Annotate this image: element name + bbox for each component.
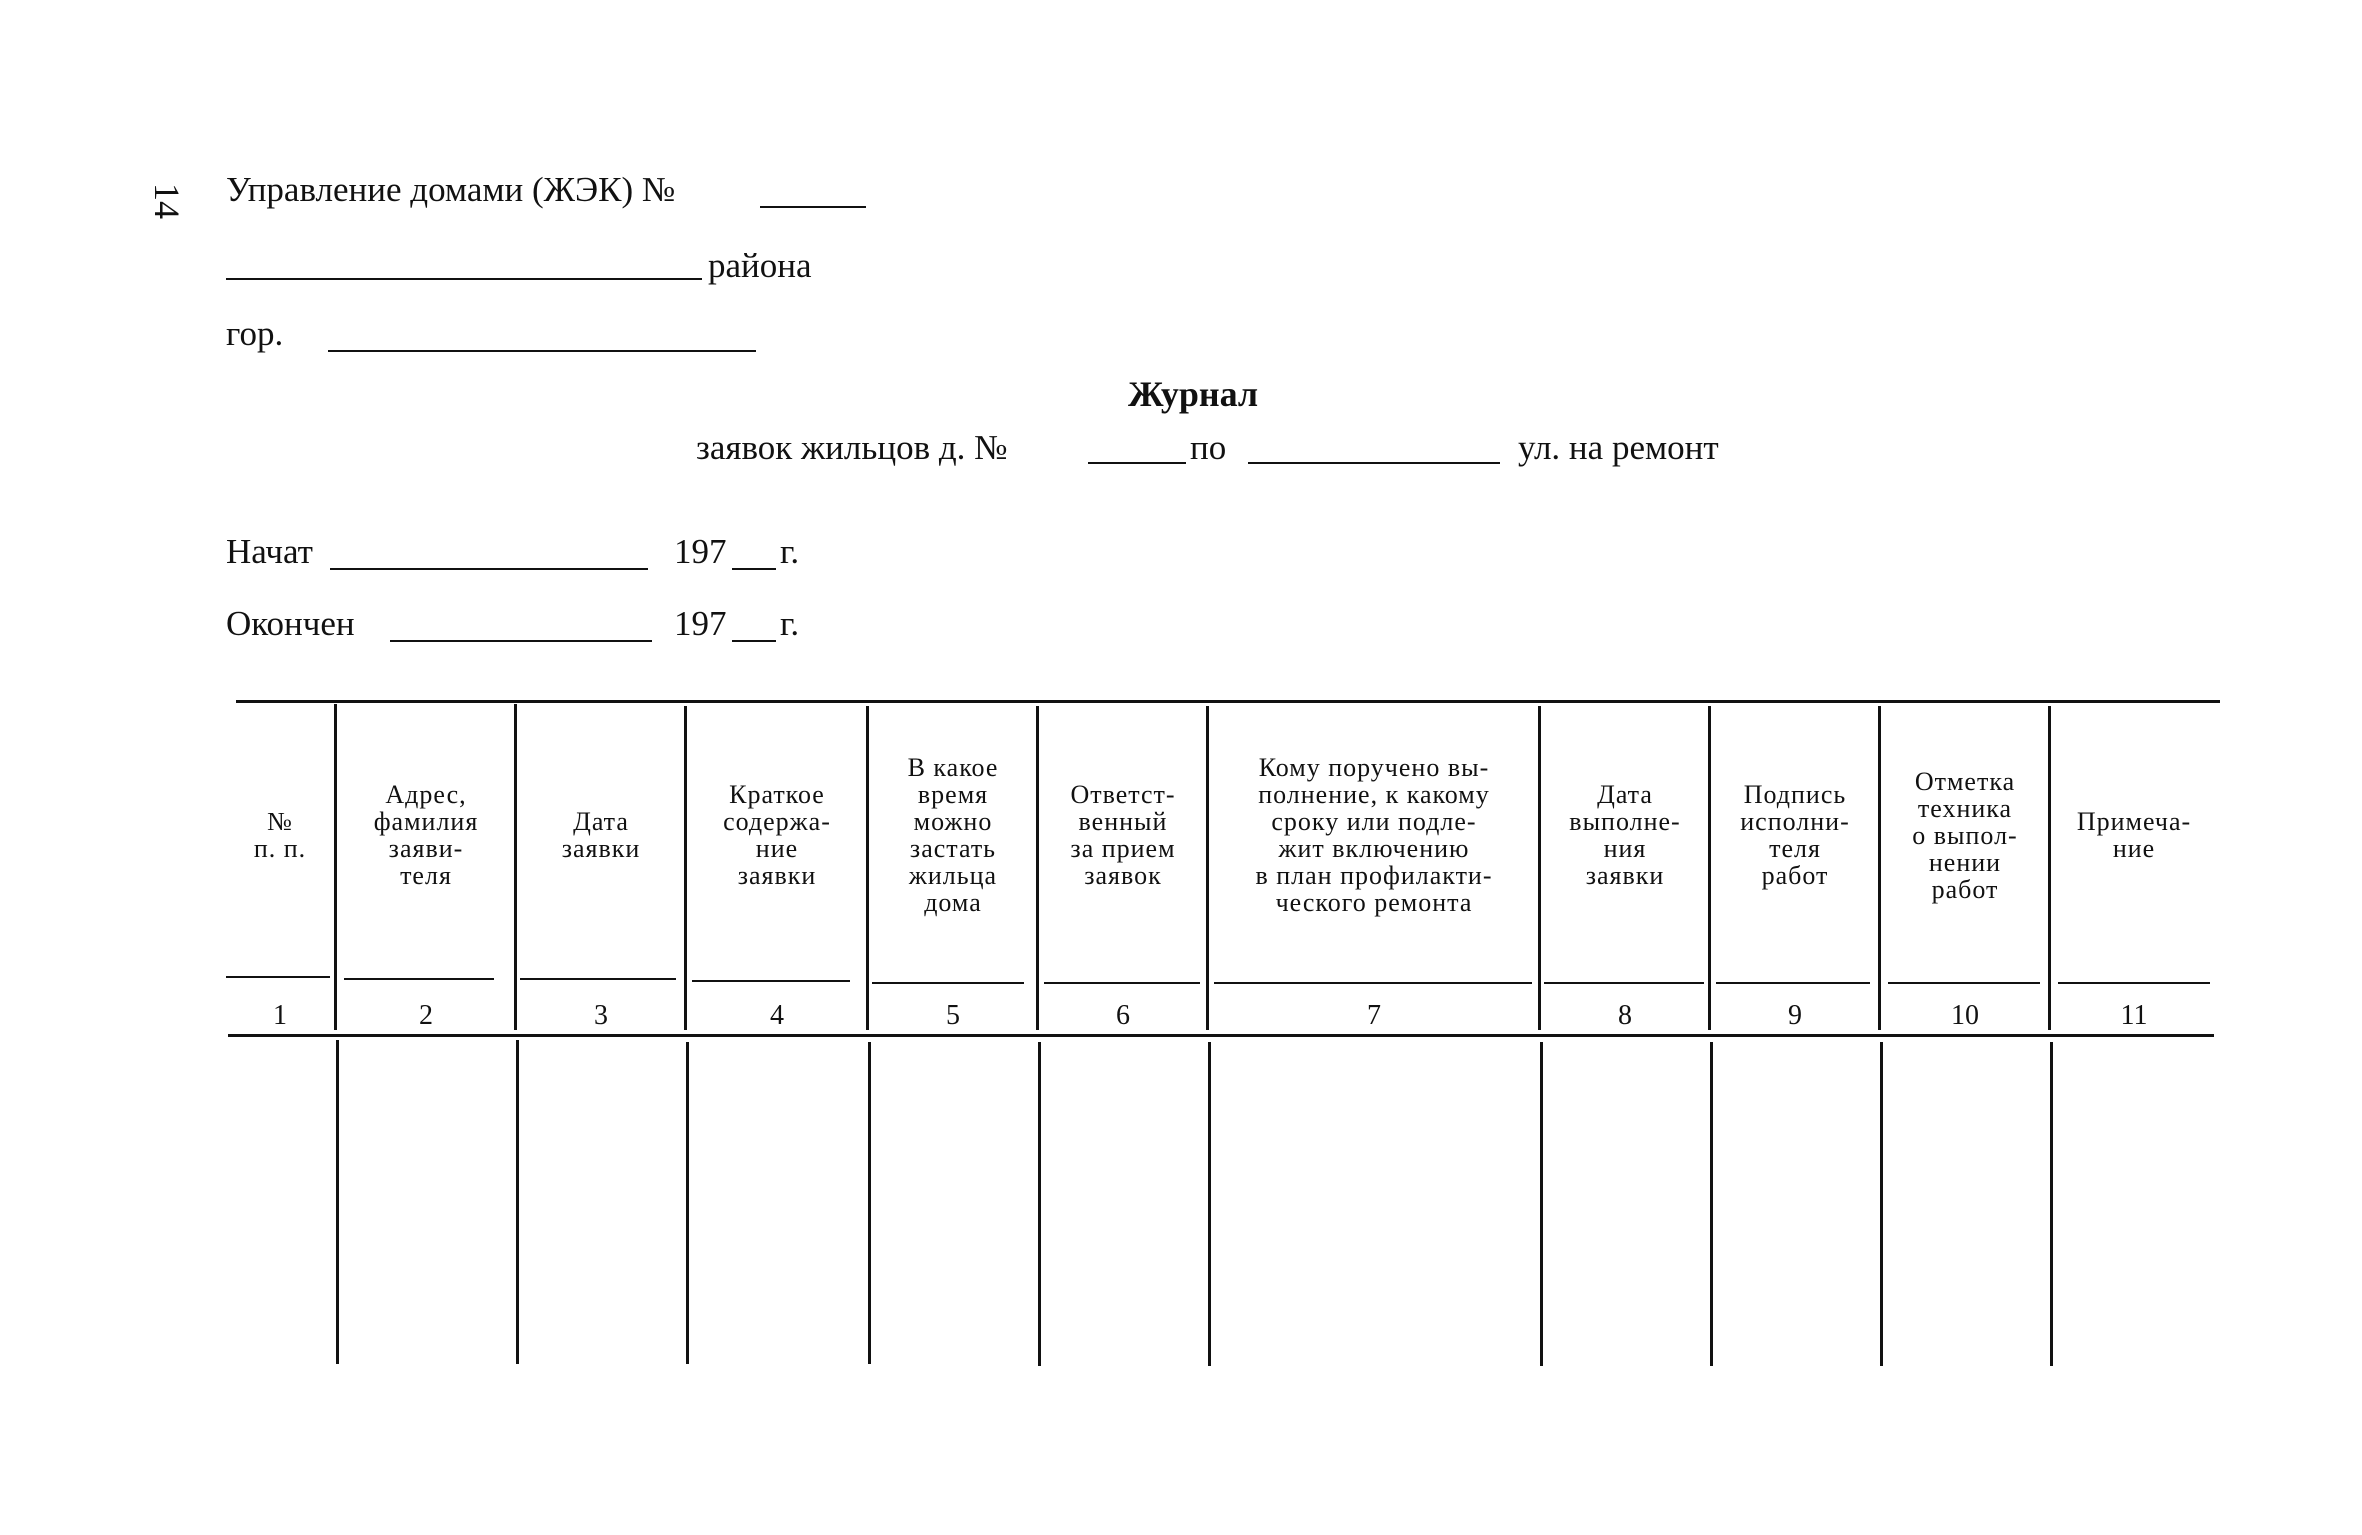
col-divider [2048,706,2051,1030]
col-divider [1036,706,1039,1030]
started-date-blank [330,568,648,570]
col-divider [1878,706,1881,1030]
heading-underline [1716,982,1870,984]
column-number: 10 [1951,1000,1979,1031]
column-heading: Отметка техника о выпол- нении работ [1912,766,2018,904]
column-number: 5 [946,1000,960,1031]
column-number: 2 [419,1000,433,1031]
column-heading: Кому поручено вы- полнение, к какому сроку или подле- жит включению в план профилакти- ческого ремонта [1255,753,1493,917]
ended-year-blank [732,640,776,642]
body-col-divider [2050,1042,2053,1366]
body-col-divider [336,1040,339,1364]
housing-office-number-blank [760,206,866,208]
journal-subtitle-part1: заявок жильцов д. № [696,428,1008,467]
heading-underline [520,978,676,980]
body-col-divider [1880,1042,1883,1366]
city-label: гор. [226,314,284,353]
heading-underline [344,978,494,980]
heading-underline [1214,982,1532,984]
table-number-rule [228,1034,2214,1037]
journal-subtitle-part3: ул. на ремонт [1518,428,1719,467]
started-year-blank [732,568,776,570]
district-label: района [708,246,812,285]
column-number: 11 [2120,1000,2148,1031]
col-divider [1538,706,1541,1030]
started-year-suffix: г. [780,532,800,571]
column-number: 1 [273,1000,287,1031]
col-divider [1708,706,1711,1030]
column-heading: В какое время можно застать жильца дома [907,753,999,917]
body-col-divider [868,1042,871,1364]
column-number: 3 [594,1000,608,1031]
col-divider [1206,706,1209,1030]
col-divider [866,706,869,1030]
body-col-divider [516,1040,519,1364]
column-number: 6 [1116,1000,1130,1031]
journal-title: Журнал [1128,374,1259,414]
column-heading: Адрес, фамилия заяви- теля [373,780,479,890]
column-heading: Подпись исполни- теля работ [1740,780,1850,890]
heading-underline [1888,982,2040,984]
page-number: 14 [147,183,187,219]
ended-year-suffix: г. [780,604,800,643]
ended-year-prefix: 197 [674,604,727,643]
housing-office-label: Управление домами (ЖЭК) № [226,170,676,209]
heading-underline [1044,982,1200,984]
body-col-divider [1038,1042,1041,1366]
column-number: 8 [1618,1000,1632,1031]
column-heading: Примеча- ние [2076,807,2192,863]
column-number: 4 [770,1000,784,1031]
heading-underline [2058,982,2210,984]
body-col-divider [1208,1042,1211,1366]
body-col-divider [686,1042,689,1364]
body-col-divider [1540,1042,1543,1366]
body-col-divider [1710,1042,1713,1366]
journal-subtitle-part2: по [1190,428,1227,467]
started-label: Начат [226,532,313,571]
col-divider [514,704,517,1030]
column-heading: Краткое содержа- ние заявки [723,780,831,890]
heading-underline [692,980,850,982]
started-year-prefix: 197 [674,532,727,571]
column-heading: Ответст- венный за прием заявок [1070,780,1176,890]
ended-label: Окончен [226,604,355,643]
ended-date-blank [390,640,652,642]
col-divider [334,704,337,1030]
heading-underline [872,982,1024,984]
column-heading: Дата заявки [561,807,641,863]
house-number-blank [1088,462,1186,464]
heading-underline [1544,982,1704,984]
column-heading: № п. п. [253,807,307,863]
street-blank [1248,462,1500,464]
col-divider [684,706,687,1030]
city-blank [328,350,756,352]
column-number: 7 [1367,1000,1381,1031]
column-number: 9 [1788,1000,1802,1031]
column-heading: Дата выполне- ния заявки [1569,780,1681,890]
district-blank [226,278,702,280]
heading-underline [226,976,330,978]
